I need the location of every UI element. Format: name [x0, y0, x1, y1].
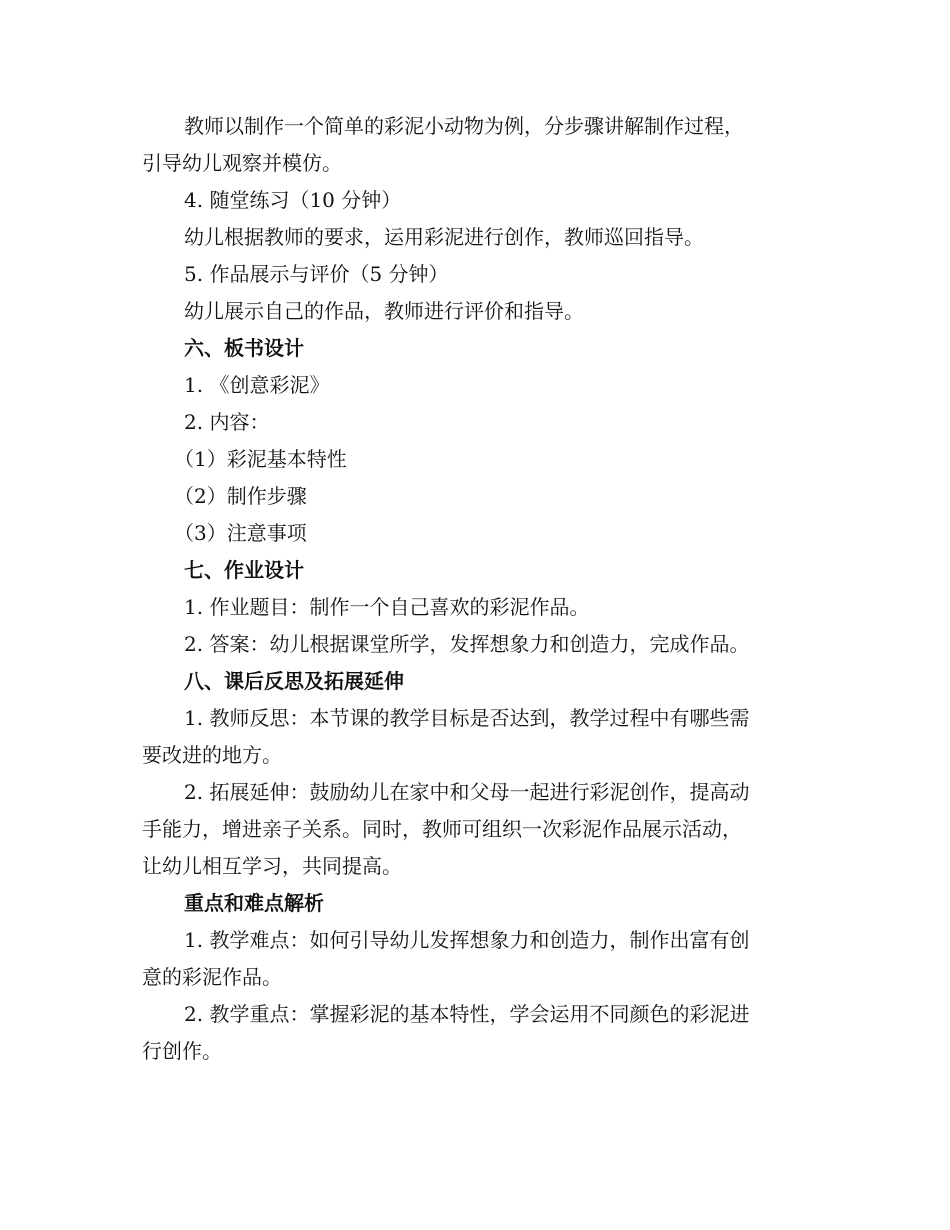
sub-list-item: （2）制作步骤 [174, 484, 307, 508]
list-item: 2. 拓展延伸：鼓励幼儿在家中和父母一起进行彩泥创作，提高动 [184, 780, 750, 804]
paragraph-line: 幼儿根据教师的要求，运用彩泥进行创作，教师巡回指导。 [184, 225, 704, 249]
list-item: 1. 教师反思：本节课的教学目标是否达到，教学过程中有哪些需 [184, 706, 750, 730]
step-heading: 4. 随堂练习（10 分钟） [184, 188, 402, 212]
list-item: 2. 答案：幼儿根据课堂所学，发挥想象力和创造力，完成作品。 [184, 632, 750, 656]
section-heading: 六、板书设计 [184, 336, 304, 360]
section-heading: 重点和难点解析 [184, 891, 324, 915]
section-heading: 八、课后反思及拓展延伸 [184, 669, 404, 693]
paragraph-line: 教师以制作一个简单的彩泥小动物为例，分步骤讲解制作过程， [184, 114, 744, 138]
paragraph-line: 手能力，增进亲子关系。同时，教师可组织一次彩泥作品展示活动， [142, 817, 742, 841]
list-item: 2. 教学重点：掌握彩泥的基本特性，学会运用不同颜色的彩泥进 [184, 1002, 750, 1026]
step-heading: 5. 作品展示与评价（5 分钟） [184, 262, 449, 286]
document-body [142, 108, 810, 1070]
paragraph-line: 意的彩泥作品。 [142, 965, 282, 989]
paragraph-line: 让幼儿相互学习，共同提高。 [142, 854, 402, 878]
sub-list-item: （1）彩泥基本特性 [174, 447, 347, 471]
section-heading: 七、作业设计 [184, 558, 304, 582]
list-item: 2. 内容： [184, 410, 270, 434]
sub-list-item: （3）注意事项 [174, 521, 307, 545]
paragraph-line: 引导幼儿观察并模仿。 [142, 151, 342, 175]
list-item: 1. 作业题目：制作一个自己喜欢的彩泥作品。 [184, 595, 590, 619]
list-item: 1. 《创意彩泥》 [184, 373, 330, 397]
paragraph-line: 幼儿展示自己的作品，教师进行评价和指导。 [184, 299, 584, 323]
paragraph-line: 要改进的地方。 [142, 743, 282, 767]
list-item: 1. 教学难点：如何引导幼儿发挥想象力和创造力，制作出富有创 [184, 928, 750, 952]
paragraph-line: 行创作。 [142, 1039, 222, 1063]
